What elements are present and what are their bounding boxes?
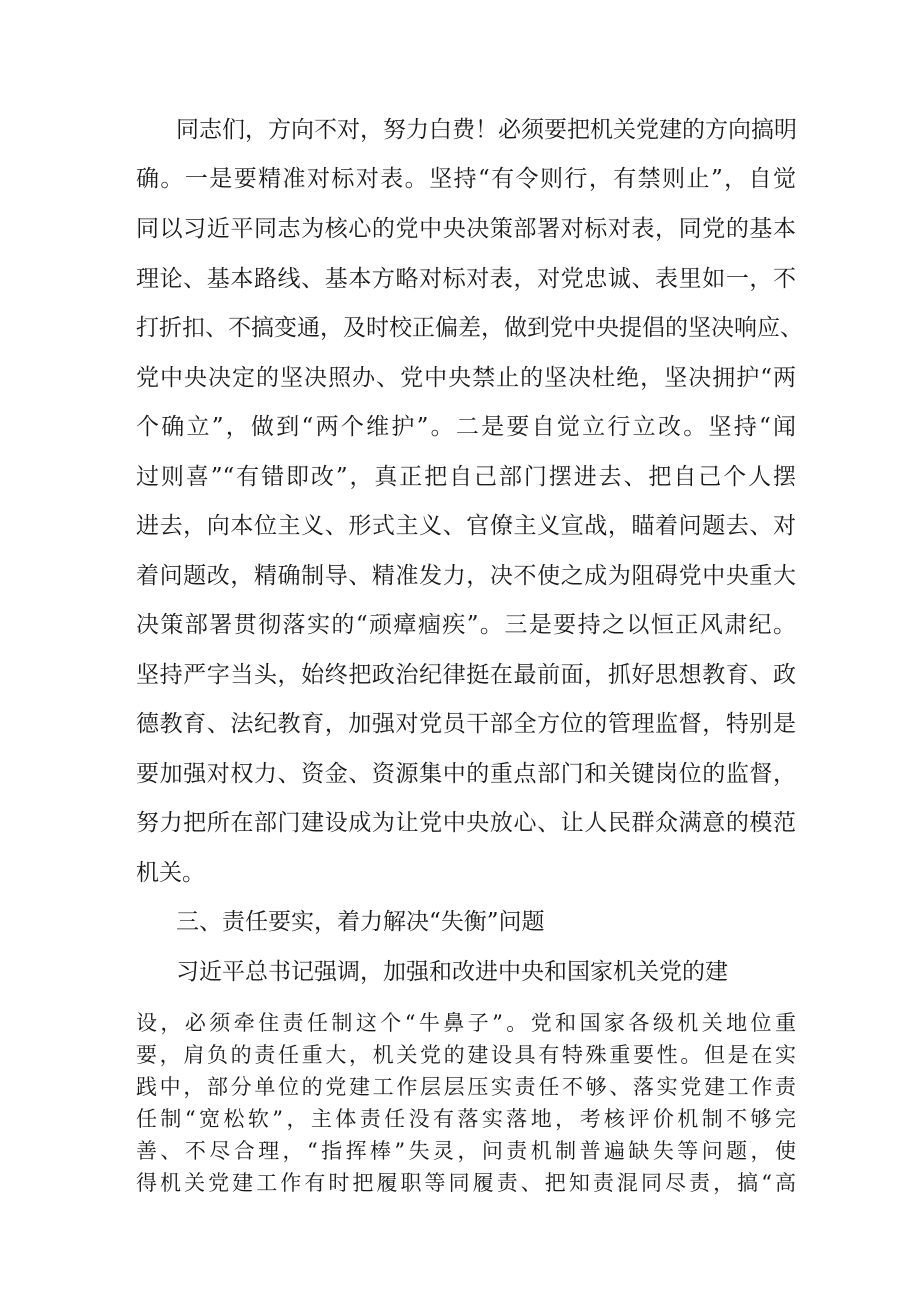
paragraph-1-line-10: 着问题改，精确制导、精准发力，决不使之成为阻碍党中央重大 bbox=[136, 563, 796, 589]
paragraph-1-line-6: 党中央决定的坚决照办、党中央禁止的坚决杜绝，坚决拥护“两 bbox=[136, 365, 796, 391]
paragraph-1-line-13: 德教育、法纪教育，加强对党员干部全方位的管理监督，特别是 bbox=[136, 711, 796, 737]
paragraph-2-line-3: 要，肩负的责任重大，机关党的建设具有特殊重要性。但是在实 bbox=[136, 1043, 796, 1067]
paragraph-1-line-3: 同以习近平同志为核心的党中央决策部署对标对表，同党的基本 bbox=[136, 216, 796, 242]
paragraph-1-line-1: 同志们，方向不对，努力白费！必须要把机关党建的方向搞明 bbox=[176, 117, 797, 143]
paragraph-2-line-4: 践中，部分单位的党建工作层层压实责任不够、落实党建工作责 bbox=[136, 1075, 796, 1099]
paragraph-1-line-15: 努力把所在部门建设成为让党中央放心、让人民群众满意的模范 bbox=[136, 810, 796, 836]
paragraph-1-line-8: 过则喜”“有错即改”，真正把自己部门摆进去、把自己个人摆 bbox=[136, 464, 796, 490]
paragraph-1-line-7: 个确立”，做到“两个维护”。二是要自觉立行立改。坚持“闻 bbox=[136, 414, 796, 440]
paragraph-2-line-7: 得机关党建工作有时把履职等同履责、把知责混同尽责，搞“高 bbox=[136, 1171, 796, 1195]
paragraph-2-line-1: 习近平总书记强调，加强和改进中央和国家机关党的建 bbox=[176, 959, 728, 985]
paragraph-1-line-2: 确。一是要精准对标对表。坚持“有令则行，有禁则止”，自觉 bbox=[136, 166, 796, 192]
paragraph-2-line-5: 任制“宽松软”，主体责任没有落实落地，考核评价机制不够完 bbox=[136, 1107, 796, 1131]
paragraph-1-line-14: 要加强对权力、资金、资源集中的重点部门和关键岗位的监督， bbox=[136, 761, 796, 787]
paragraph-1-line-9: 进去，向本位主义、形式主义、官僚主义宣战，瞄着问题去、对 bbox=[136, 513, 796, 539]
paragraph-2-line-6: 善、不尽合理，“指挥棒”失灵，问责机制普遍缺失等问题，使 bbox=[136, 1139, 796, 1163]
paragraph-2-line-2: 设，必须牵住责任制这个“牛鼻子”。党和国家各级机关地位重 bbox=[136, 1011, 796, 1035]
paragraph-1-line-12: 坚持严字当头，始终把政治纪律挺在最前面，抓好思想教育、政 bbox=[136, 662, 796, 688]
paragraph-1-line-4: 理论、基本路线、基本方略对标对表，对党忠诚、表里如一，不 bbox=[136, 266, 796, 292]
paragraph-1-line-5: 打折扣、不搞变通，及时校正偏差，做到党中央提倡的坚决响应、 bbox=[136, 315, 803, 341]
paragraph-1-line-16: 机关。 bbox=[136, 860, 205, 886]
paragraph-1-line-11: 决策部署贯彻落实的“顽瘴痼疾”。三是要持之以恒正风肃纪。 bbox=[136, 612, 796, 638]
section-heading-3: 三、责任要实，着力解决“失衡”问题 bbox=[176, 909, 545, 935]
